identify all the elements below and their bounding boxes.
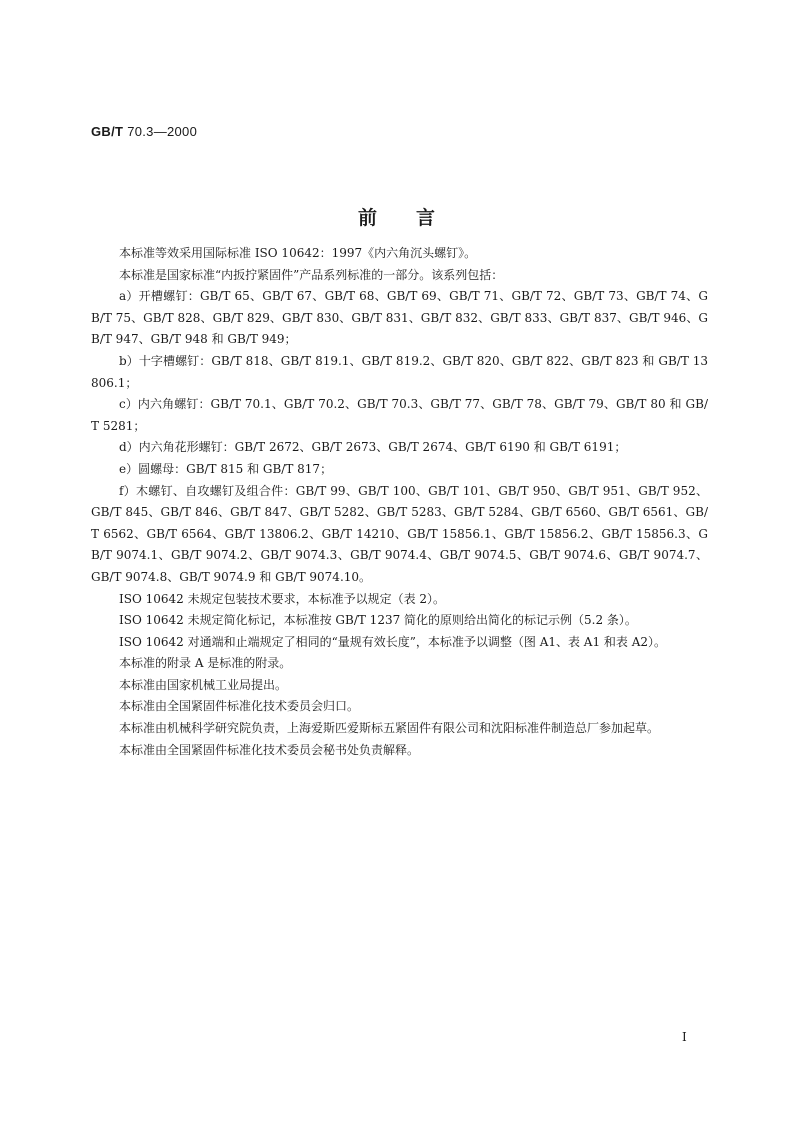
paragraph: c）内六角螺钉：GB/T 70.1、GB/T 70.2、GB/T 70.3、GB/T 77、GB/T 78、GB/T 79、GB/T 80 和 GB/T 5281；	[91, 397, 708, 433]
paragraph: 本标准由机械科学研究院负责，上海爱斯匹爱斯标五紧固件有限公司和沈阳标准件制造总厂参加起草。	[119, 721, 660, 736]
paragraph: d）内六角花形螺钉：GB/T 2672、GB/T 2673、GB/T 2674、GB/T 6190 和 GB/T 6191；	[119, 440, 627, 455]
paragraph: 本标准的附录 A 是标准的附录。	[119, 656, 292, 671]
paragraph: 本标准由全国紧固件标准化技术委员会秘书处负责解释。	[119, 742, 420, 757]
page-title-char-2: 言	[416, 207, 437, 229]
paragraph: 本标准等效采用国际标准 ISO 10642：1997《内六角沉头螺钉》。	[119, 246, 477, 260]
paragraph: e）圆螺母：GB/T 815 和 GB/T 817；	[119, 461, 333, 476]
paragraph: b）十字槽螺钉：GB/T 818、GB/T 819.1、GB/T 819.2、GB/T 820、GB/T 822、GB/T 823 和 GB/T 13806.1；	[91, 353, 708, 390]
page-number: I	[682, 1030, 687, 1044]
page-title-char-1: 前	[357, 207, 378, 229]
standard-code-prefix: GB/T	[91, 124, 124, 139]
paragraph: a）开槽螺钉：GB/T 65、GB/T 67、GB/T 68、GB/T 69、GB/T 71、GB/T 72、GB/T 73、GB/T 74、GB/T 75、GB/T 828、GB/T 829、GB/T 830、GB/T 831、GB/T 832、GB/T 833、GB/T 837、GB/T 946、GB/T 947、GB/T 948 和 GB/T 949；	[91, 289, 708, 347]
paragraph: f）木螺钉、自攻螺钉及组合件：GB/T 99、GB/T 100、GB/T 101、GB/T 950、GB/T 951、GB/T 952、GB/T 845、GB/T 846、GB/T 847、GB/T 5282、GB/T 5283、GB/T 5284、GB/T 6560、GB/T 6561、GB/T 6562、GB/T 6564、GB/T 13806.2、GB/T 14210、GB/T 15856.1、GB/T 15856.2、GB/T 15856.3、GB/T 9074.1、GB/T 9074.2、GB/T 9074.3、GB/T 9074.4、GB/T 9074.5、GB/T 9074.6、GB/T 9074.7、GB/T 9074.8、GB/T 9074.9 和 GB/T 9074.10。	[91, 483, 708, 584]
paragraph: 本标准是国家标准“内扳拧紧固件”产品系列标准的一部分。该系列包括：	[119, 267, 504, 282]
page-title	[0, 203, 794, 230]
standard-code-number: 70.3—2000	[127, 124, 198, 139]
foreword-body	[91, 243, 708, 761]
standard-code-header	[91, 124, 197, 139]
paragraph: ISO 10642 未规定包装技术要求，本标准予以规定（表 2）。	[119, 591, 446, 606]
paragraph: ISO 10642 对通端和止端规定了相同的“量规有效长度”，本标准予以调整（图 A1、表 A1 和表 A2）。	[119, 634, 667, 649]
paragraph: 本标准由国家机械工业局提出。	[119, 677, 288, 692]
paragraph: ISO 10642 未规定简化标记，本标准按 GB/T 1237 简化的原则给出简化的标记示例（5.2 条）。	[119, 613, 637, 628]
paragraph: 本标准由全国紧固件标准化技术委员会归口。	[119, 699, 360, 714]
